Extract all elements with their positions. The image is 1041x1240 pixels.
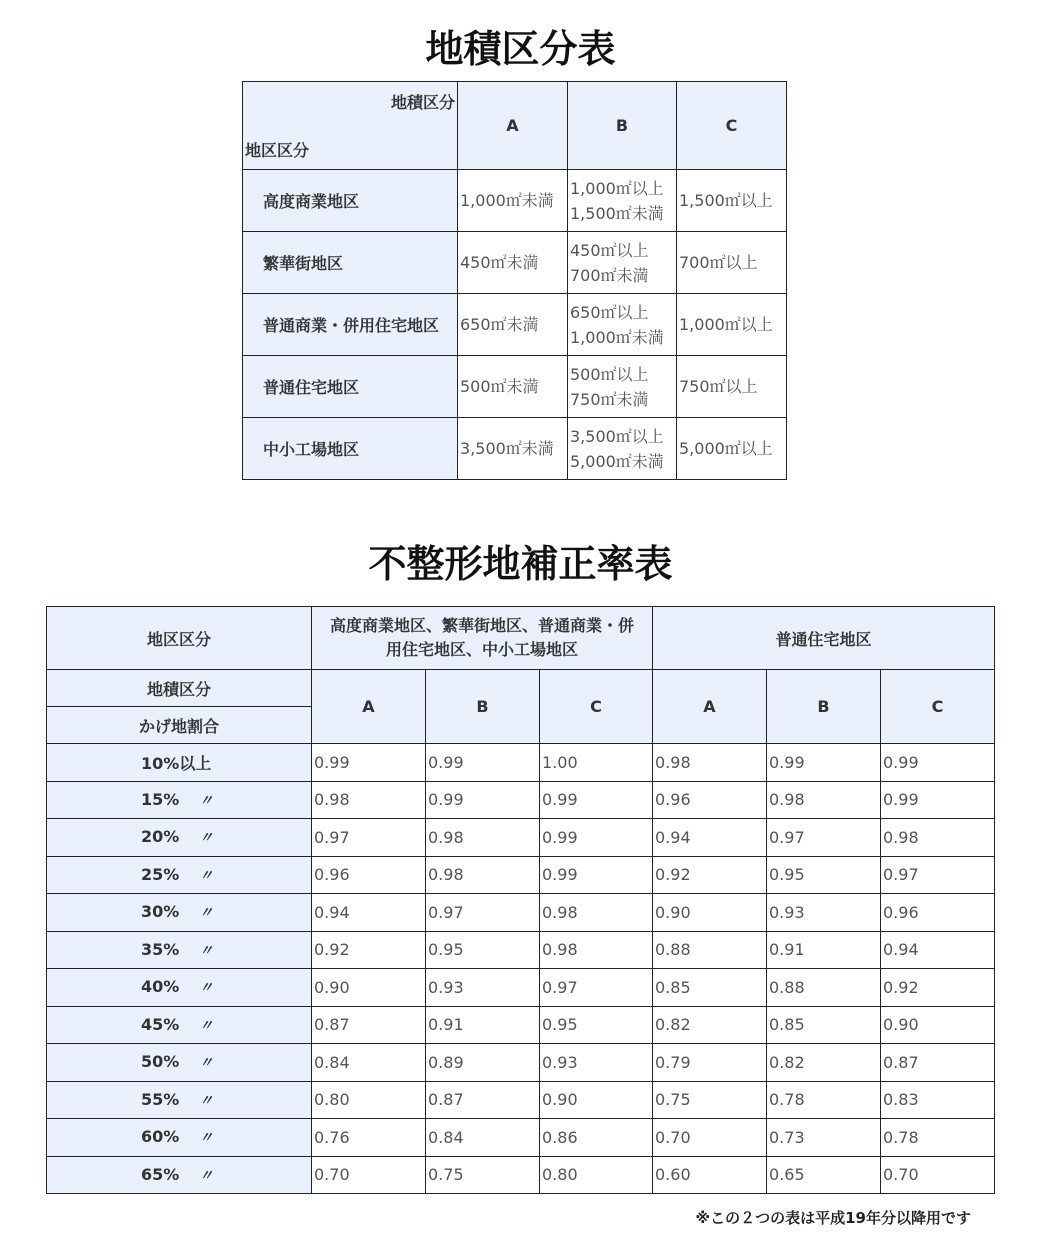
correction-rate-cell: 0.97 <box>767 819 881 857</box>
shadow-ratio-cell <box>47 931 312 969</box>
area-b-upper: 1,000㎡未満 <box>570 327 664 347</box>
shadow-ratio-cell <box>47 894 312 932</box>
correction-rate-cell: 0.78 <box>881 1119 995 1157</box>
correction-rate-cell: 0.93 <box>767 894 881 932</box>
table-row <box>47 781 995 819</box>
correction-rate-cell: 0.92 <box>312 931 426 969</box>
shadow-ratio-cell <box>47 969 312 1007</box>
table-row <box>47 1119 995 1157</box>
ratio-label: 50% <box>141 1052 180 1072</box>
table-row <box>47 744 995 782</box>
ratio-label: 10%以上 <box>141 753 212 773</box>
ditto-mark: 〃 <box>199 942 214 959</box>
area-classification-title: 地積区分表 <box>425 27 616 71</box>
ratio-label: 60% <box>141 1127 180 1147</box>
ditto-mark: 〃 <box>199 905 214 922</box>
correction-rate-cell: 0.90 <box>312 969 426 1007</box>
correction-rate-cell: 0.85 <box>653 969 767 1007</box>
ratio-label: 15% <box>141 789 180 809</box>
shadow-ratio-cell <box>47 1044 312 1082</box>
area-b-cell <box>568 170 677 232</box>
table-row <box>243 294 787 356</box>
table-row <box>47 1081 995 1119</box>
area-b-upper: 1,500㎡未満 <box>570 203 664 223</box>
ditto-mark: 〃 <box>199 1017 214 1034</box>
correction-rate-cell: 0.70 <box>312 1156 426 1194</box>
area-b-lower: 1,000㎡以上 <box>570 178 664 198</box>
correction-rate-cell: 0.95 <box>540 1006 653 1044</box>
column-header-b: B <box>568 82 677 170</box>
district-name: 普通住宅地区 <box>243 356 458 418</box>
area-c-cell: 1,500㎡以上 <box>677 170 787 232</box>
commercial-group-header-line1: 高度商業地区、繁華街地区、普通商業・併 <box>329 616 634 635</box>
correction-rate-cell: 0.96 <box>881 894 995 932</box>
shadow-ratio-cell <box>47 1119 312 1157</box>
district-name: 中小工場地区 <box>243 418 458 480</box>
column-header: B <box>426 670 540 744</box>
correction-rate-cell: 0.93 <box>426 969 540 1007</box>
correction-rate-cell: 0.65 <box>767 1156 881 1194</box>
correction-rate-cell: 0.73 <box>767 1119 881 1157</box>
correction-rate-cell: 1.00 <box>540 744 653 782</box>
shadow-ratio-cell <box>47 781 312 819</box>
ratio-label: 20% <box>141 827 180 847</box>
ditto-mark: 〃 <box>199 867 214 884</box>
correction-rate-cell: 0.98 <box>767 781 881 819</box>
column-header: C <box>540 670 653 744</box>
correction-rate-cell: 0.92 <box>653 856 767 894</box>
correction-rate-cell: 0.70 <box>653 1119 767 1157</box>
correction-rate-cell: 0.90 <box>653 894 767 932</box>
correction-rate-cell: 0.75 <box>426 1156 540 1194</box>
correction-rate-cell: 0.94 <box>653 819 767 857</box>
correction-rate-cell: 0.97 <box>540 969 653 1007</box>
irregular-land-correction-table <box>46 606 995 1194</box>
column-header-a: A <box>458 82 568 170</box>
correction-rate-cell: 0.97 <box>881 856 995 894</box>
correction-rate-cell: 0.87 <box>426 1081 540 1119</box>
correction-rate-cell: 0.94 <box>312 894 426 932</box>
corner-area-label: 地積区分 <box>390 93 455 112</box>
correction-rate-cell: 0.99 <box>881 744 995 782</box>
commercial-group-header-line2: 用住宅地区、中小工場地区 <box>385 640 578 659</box>
column-header: A <box>653 670 767 744</box>
commercial-group-header <box>312 607 653 670</box>
area-b-lower: 450㎡以上 <box>570 240 649 260</box>
correction-rate-cell: 0.86 <box>540 1119 653 1157</box>
irregular-land-correction-title: 不整形地補正率表 <box>368 542 673 586</box>
correction-rate-cell: 0.84 <box>312 1044 426 1082</box>
correction-rate-cell: 0.84 <box>426 1119 540 1157</box>
correction-rate-cell: 0.99 <box>426 744 540 782</box>
correction-rate-cell: 0.99 <box>426 781 540 819</box>
correction-rate-cell: 0.90 <box>881 1006 995 1044</box>
ditto-mark: 〃 <box>199 1130 214 1147</box>
correction-rate-cell: 0.60 <box>653 1156 767 1194</box>
district-name: 高度商業地区 <box>243 170 458 232</box>
correction-rate-cell: 0.98 <box>540 931 653 969</box>
correction-rate-cell: 0.99 <box>540 781 653 819</box>
correction-rate-cell: 0.91 <box>426 1006 540 1044</box>
shadow-ratio-cell <box>47 1081 312 1119</box>
table-row <box>243 356 787 418</box>
correction-rate-cell: 0.75 <box>653 1081 767 1119</box>
column-header: B <box>767 670 881 744</box>
column-header: C <box>881 670 995 744</box>
correction-rate-cell: 0.99 <box>312 744 426 782</box>
correction-rate-cell: 0.96 <box>653 781 767 819</box>
correction-rate-cell: 0.83 <box>881 1081 995 1119</box>
area-b-upper: 750㎡未満 <box>570 389 649 409</box>
table-row <box>47 819 995 857</box>
area-b-cell <box>568 418 677 480</box>
area-a-cell: 1,000㎡未満 <box>458 170 568 232</box>
ratio-label: 40% <box>141 977 180 997</box>
column-header: A <box>312 670 426 744</box>
correction-rate-cell: 0.97 <box>312 819 426 857</box>
ratio-label: 55% <box>141 1089 180 1109</box>
footnote: ※この２つの表は平成19年分以降用です <box>695 1209 971 1227</box>
ditto-mark: 〃 <box>199 1167 214 1184</box>
table-row <box>47 1044 995 1082</box>
correction-rate-cell: 0.98 <box>426 819 540 857</box>
correction-rate-cell: 0.93 <box>540 1044 653 1082</box>
area-class-header: 地積区分 <box>47 670 312 707</box>
table-row <box>47 856 995 894</box>
area-b-lower: 3,500㎡以上 <box>570 426 664 446</box>
correction-rate-cell: 0.99 <box>540 819 653 857</box>
district-header: 地区区分 <box>47 607 312 670</box>
correction-rate-cell: 0.82 <box>767 1044 881 1082</box>
ditto-mark: 〃 <box>199 980 214 997</box>
ditto-mark: 〃 <box>199 1055 214 1072</box>
shadow-ratio-cell <box>47 819 312 857</box>
correction-rate-cell: 0.90 <box>540 1081 653 1119</box>
area-a-cell: 3,500㎡未満 <box>458 418 568 480</box>
area-b-cell <box>568 356 677 418</box>
area-c-cell: 5,000㎡以上 <box>677 418 787 480</box>
ratio-label: 65% <box>141 1164 180 1184</box>
shadow-ratio-cell <box>47 1156 312 1194</box>
correction-rate-cell: 0.95 <box>767 856 881 894</box>
shadow-ratio-cell <box>47 744 312 782</box>
district-name: 繁華街地区 <box>243 232 458 294</box>
corner-header-cell <box>243 82 458 170</box>
correction-rate-cell: 0.70 <box>881 1156 995 1194</box>
correction-rate-cell: 0.82 <box>653 1006 767 1044</box>
table-row <box>47 1006 995 1044</box>
district-name: 普通商業・併用住宅地区 <box>243 294 458 356</box>
correction-rate-cell: 0.98 <box>881 819 995 857</box>
correction-rate-cell: 0.88 <box>653 931 767 969</box>
table-row <box>243 232 787 294</box>
table-row <box>243 418 787 480</box>
residential-group-header: 普通住宅地区 <box>653 607 995 670</box>
column-header-c: C <box>677 82 787 170</box>
correction-rate-cell: 0.99 <box>767 744 881 782</box>
area-b-lower: 650㎡以上 <box>570 302 649 322</box>
correction-rate-cell: 0.91 <box>767 931 881 969</box>
area-a-cell: 650㎡未満 <box>458 294 568 356</box>
shadow-ratio-header: かげ地割合 <box>47 707 312 744</box>
ratio-label: 35% <box>141 939 180 959</box>
ratio-label: 30% <box>141 902 180 922</box>
area-b-lower: 500㎡以上 <box>570 364 649 384</box>
area-classification-table <box>242 81 787 480</box>
correction-rate-cell: 0.98 <box>540 894 653 932</box>
correction-rate-cell: 0.98 <box>653 744 767 782</box>
ditto-mark: 〃 <box>199 830 214 847</box>
correction-rate-cell: 0.80 <box>312 1081 426 1119</box>
correction-rate-cell: 0.79 <box>653 1044 767 1082</box>
correction-rate-cell: 0.99 <box>881 781 995 819</box>
correction-rate-cell: 0.85 <box>767 1006 881 1044</box>
correction-rate-cell: 0.94 <box>881 931 995 969</box>
shadow-ratio-cell <box>47 1006 312 1044</box>
area-c-cell: 700㎡以上 <box>677 232 787 294</box>
correction-rate-cell: 0.97 <box>426 894 540 932</box>
table-row <box>47 931 995 969</box>
table-row <box>243 170 787 232</box>
correction-rate-cell: 0.96 <box>312 856 426 894</box>
correction-rate-cell: 0.88 <box>767 969 881 1007</box>
area-a-cell: 500㎡未満 <box>458 356 568 418</box>
correction-rate-cell: 0.76 <box>312 1119 426 1157</box>
corner-district-label: 地区区分 <box>245 141 310 160</box>
correction-rate-cell: 0.99 <box>540 856 653 894</box>
correction-rate-cell: 0.87 <box>881 1044 995 1082</box>
correction-rate-cell: 0.89 <box>426 1044 540 1082</box>
correction-rate-cell: 0.98 <box>426 856 540 894</box>
table-row <box>47 894 995 932</box>
area-c-cell: 1,000㎡以上 <box>677 294 787 356</box>
correction-rate-cell: 0.92 <box>881 969 995 1007</box>
ratio-label: 25% <box>141 864 180 884</box>
shadow-ratio-cell <box>47 856 312 894</box>
area-b-cell <box>568 294 677 356</box>
ditto-mark: 〃 <box>199 1092 214 1109</box>
area-a-cell: 450㎡未満 <box>458 232 568 294</box>
table-row <box>47 969 995 1007</box>
correction-rate-cell: 0.87 <box>312 1006 426 1044</box>
table-row <box>47 1156 995 1194</box>
correction-rate-cell: 0.95 <box>426 931 540 969</box>
correction-rate-cell: 0.98 <box>312 781 426 819</box>
area-c-cell: 750㎡以上 <box>677 356 787 418</box>
area-b-upper: 700㎡未満 <box>570 265 649 285</box>
ditto-mark: 〃 <box>199 792 214 809</box>
correction-rate-cell: 0.78 <box>767 1081 881 1119</box>
area-b-upper: 5,000㎡未満 <box>570 451 664 471</box>
correction-rate-cell: 0.80 <box>540 1156 653 1194</box>
ratio-label: 45% <box>141 1014 180 1034</box>
area-b-cell <box>568 232 677 294</box>
